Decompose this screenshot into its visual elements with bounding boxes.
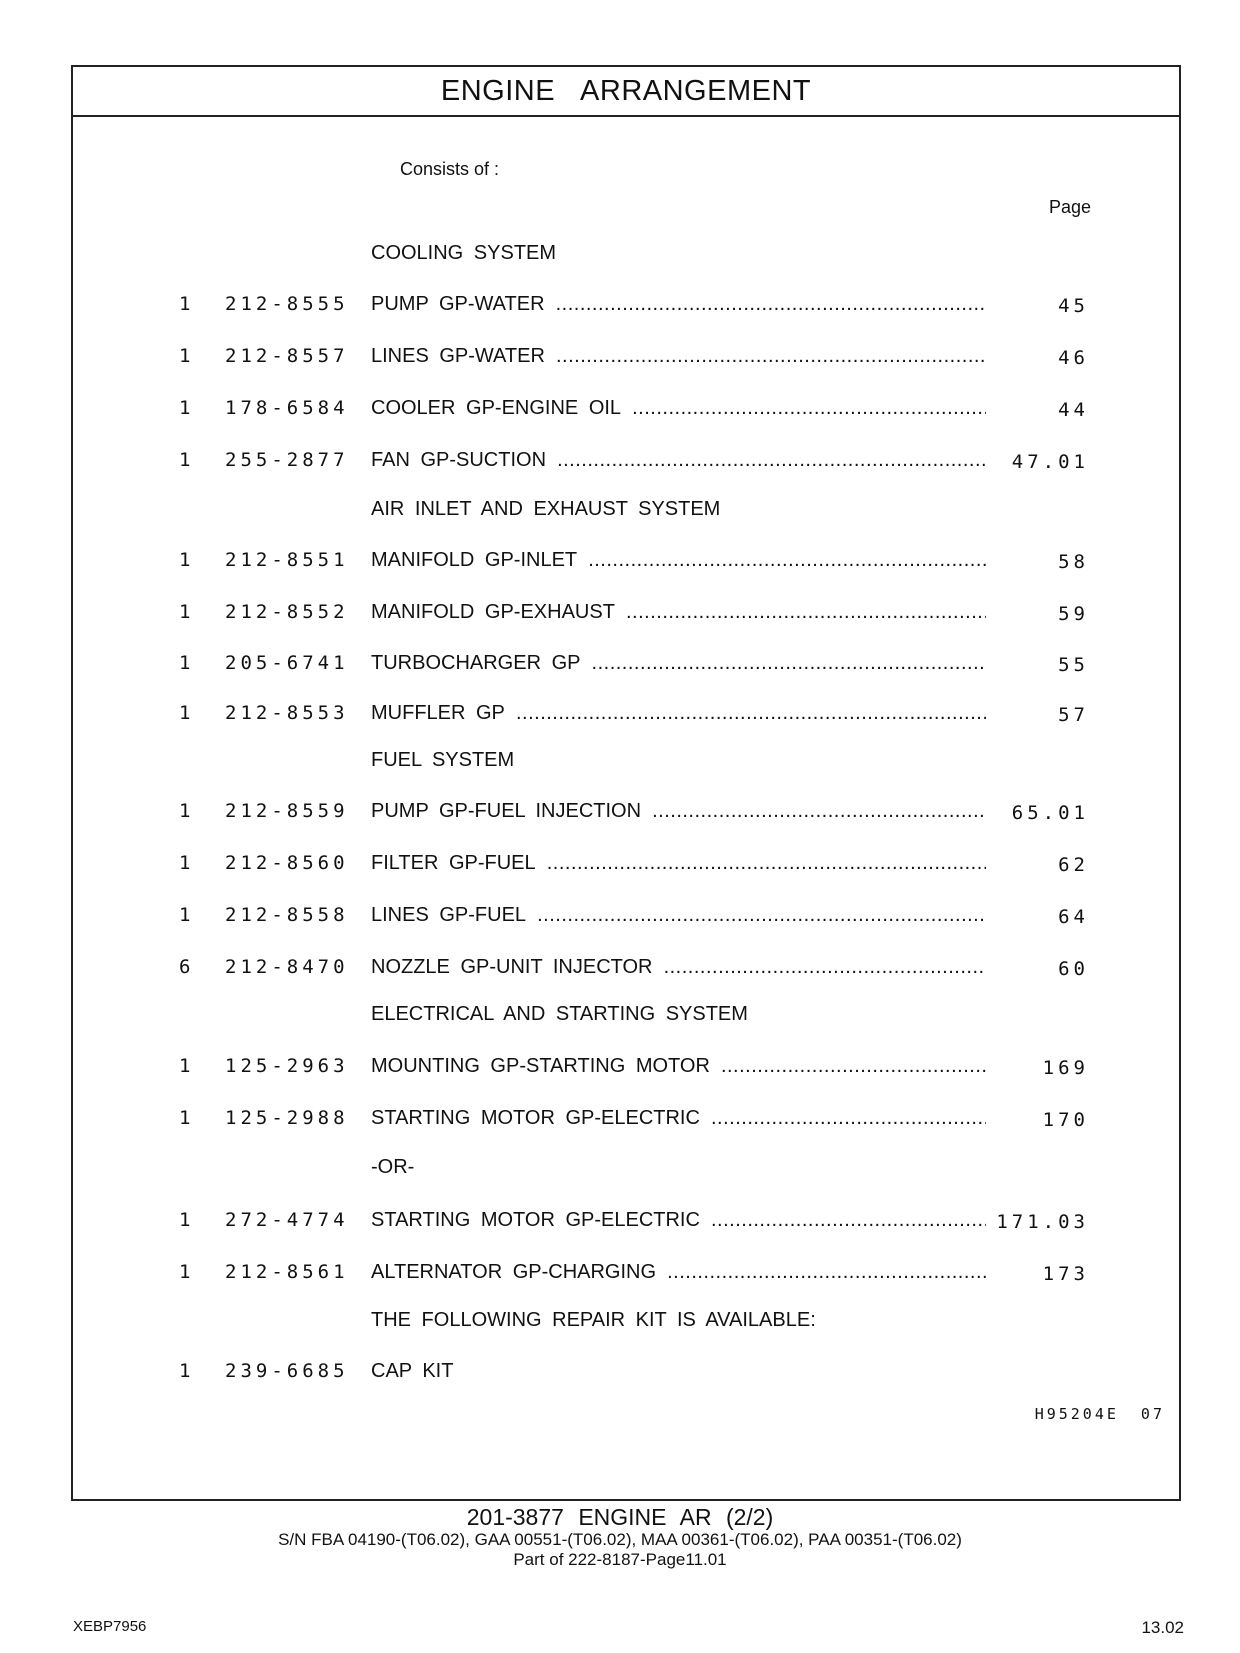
page-column-header: Page [1049, 197, 1092, 217]
description: PUMP GP-FUEL INJECTION ..... [371, 800, 986, 823]
part-number: 212-8551 [225, 549, 349, 571]
page-ref: 58 [1058, 551, 1089, 573]
page-ref: 62 [1058, 854, 1089, 876]
description: PUMP GP-WATER ..... [371, 293, 986, 316]
qty: 1 [179, 904, 191, 926]
description: FAN GP-SUCTION ..... [371, 449, 986, 472]
part-number: 178-6584 [225, 397, 349, 419]
qty: 1 [179, 549, 191, 571]
qty: 1 [179, 1261, 191, 1283]
illustration-code: H95204E 07 [1034, 1405, 1165, 1423]
page-ref: 59 [1058, 603, 1089, 625]
section-heading-fuel: FUEL SYSTEM [371, 749, 515, 771]
section-heading-air-inlet: AIR INLET AND EXHAUST SYSTEM [371, 498, 721, 520]
page-title: ENGINE ARRANGEMENT [440, 74, 812, 107]
part-number: 205-6741 [225, 652, 349, 674]
page-ref: 46 [1058, 347, 1089, 369]
page-ref: 60 [1058, 958, 1089, 980]
part-number: 212-8557 [225, 345, 349, 367]
part-number: 212-8559 [225, 800, 349, 822]
page-ref: 171.03 [996, 1211, 1089, 1233]
description: LINES GP-FUEL ..... [371, 904, 986, 927]
table-row [73, 956, 1179, 986]
qty: 1 [179, 397, 191, 419]
section-heading-repair-kit: THE FOLLOWING REPAIR KIT IS AVAILABLE: [371, 1309, 816, 1331]
part-number: 212-8561 [225, 1261, 349, 1283]
table-row [73, 852, 1179, 882]
qty: 1 [179, 1055, 191, 1077]
description: CAP KIT [371, 1360, 454, 1382]
page-ref: 169 [1042, 1057, 1089, 1079]
or-separator: -OR- [371, 1156, 415, 1178]
qty: 1 [179, 601, 191, 623]
footer-serial-numbers: S/N FBA 04190-(T06.02), GAA 00551-(T06.02), MAA 00361-(T06.02), PAA 00351-(T06.02) [278, 1530, 962, 1549]
qty: 1 [179, 800, 191, 822]
section-heading-cooling: COOLING SYSTEM [371, 242, 557, 264]
description: COOLER GP-ENGINE OIL ..... [371, 397, 986, 420]
table-row [73, 904, 1179, 934]
part-number: 125-2963 [225, 1055, 349, 1077]
part-number: 212-8560 [225, 852, 349, 874]
description: ALTERNATOR GP-CHARGING ..... [371, 1261, 986, 1284]
page-ref: 55 [1058, 654, 1089, 676]
page-ref: 170 [1042, 1109, 1089, 1131]
description: MANIFOLD GP-INLET ..... [371, 549, 986, 572]
qty: 1 [179, 652, 191, 674]
part-number: 212-8555 [225, 293, 349, 315]
part-number: 239-6685 [225, 1360, 349, 1382]
consists-of-label: Consists of : [400, 159, 500, 179]
arrangement-frame [71, 65, 1181, 1501]
table-row [73, 1360, 1179, 1390]
table-row [73, 601, 1179, 631]
table-row [73, 1209, 1179, 1239]
qty: 1 [179, 1209, 191, 1231]
part-number: 212-8558 [225, 904, 349, 926]
part-number: 212-8552 [225, 601, 349, 623]
description: TURBOCHARGER GP ..... [371, 652, 986, 675]
table-row [73, 1261, 1179, 1291]
description: MOUNTING GP-STARTING MOTOR ..... [371, 1055, 986, 1078]
description: LINES GP-WATER ..... [371, 345, 986, 368]
description: MUFFLER GP ..... [371, 702, 986, 725]
description: FILTER GP-FUEL ..... [371, 852, 986, 875]
part-number: 255-2877 [225, 449, 349, 471]
page-ref: 44 [1058, 399, 1089, 421]
table-row [73, 1055, 1179, 1085]
table-row [73, 397, 1179, 427]
table-row [73, 293, 1179, 323]
table-row [73, 702, 1179, 732]
qty: 1 [179, 852, 191, 874]
document-id: XEBP7956 [73, 1618, 147, 1635]
qty: 1 [179, 1107, 191, 1129]
section-heading-electrical: ELECTRICAL AND STARTING SYSTEM [371, 1003, 748, 1025]
page-ref: 47.01 [1011, 451, 1089, 473]
description: NOZZLE GP-UNIT INJECTOR ..... [371, 956, 986, 979]
part-number: 272-4774 [225, 1209, 349, 1231]
table-row [73, 800, 1179, 830]
page-ref: 65.01 [1011, 802, 1089, 824]
page-ref: 64 [1058, 906, 1089, 928]
table-row [73, 1107, 1179, 1137]
page-ref: 57 [1058, 704, 1089, 726]
title-bar [73, 67, 1179, 117]
table-row [73, 652, 1179, 682]
part-number: 212-8470 [225, 956, 349, 978]
table-row [73, 449, 1179, 479]
qty: 1 [179, 293, 191, 315]
description: MANIFOLD GP-EXHAUST ..... [371, 601, 986, 624]
qty: 1 [179, 702, 191, 724]
footer-title: 201-3877 ENGINE AR (2/2) [466, 1504, 774, 1530]
table-row [73, 549, 1179, 579]
description: STARTING MOTOR GP-ELECTRIC ..... [371, 1209, 986, 1232]
description: STARTING MOTOR GP-ELECTRIC ..... [371, 1107, 986, 1130]
footer-part-of: Part of 222-8187-Page11.01 [513, 1550, 727, 1569]
part-number: 125-2988 [225, 1107, 349, 1129]
document-version: 13.02 [1141, 1618, 1184, 1637]
qty: 1 [179, 345, 191, 367]
qty: 6 [179, 956, 191, 978]
page-ref: 173 [1042, 1263, 1089, 1285]
part-number: 212-8553 [225, 702, 349, 724]
qty: 1 [179, 449, 191, 471]
table-row [73, 345, 1179, 375]
page-ref: 45 [1058, 295, 1089, 317]
qty: 1 [179, 1360, 191, 1382]
